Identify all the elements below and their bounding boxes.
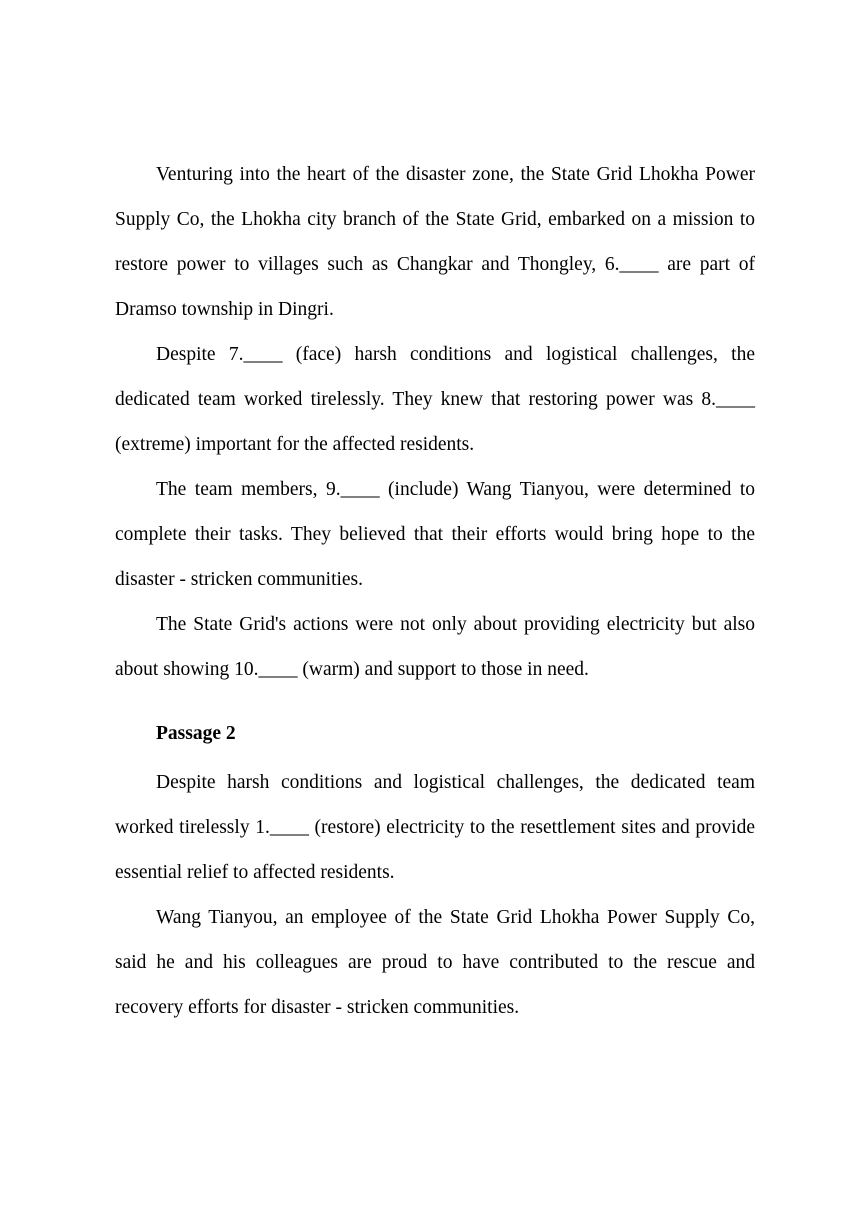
passage1-paragraph-3: The team members, 9.____ (include) Wang Tianyou, were determined to complete their tasks. They believed that their efforts would bring hope to the disaster - stricken communities. [115, 479, 755, 590]
passage2-paragraph-1: Despite harsh conditions and logistical challenges, the dedicated team worked tirelessly 1.____ (restore) electricity to the resettlement sites and provide essential relief to affected residents. [115, 772, 755, 883]
passage2-paragraph-2: Wang Tianyou, an employee of the State Grid Lhokha Power Supply Co, said he and his colleagues are proud to have contributed to the rescue and recovery efforts for disaster - stricken communities. [115, 907, 755, 1018]
passage2-heading: Passage 2 [156, 723, 236, 744]
passage1-paragraph-4: The State Grid's actions were not only about providing electricity but also about showing 10.____ (warm) and support to those in need. [115, 614, 755, 680]
passage1-paragraph-1: Venturing into the heart of the disaster zone, the State Grid Lhokha Power Supply Co, the Lhokha city branch of the State Grid, embarked on a mission to restore power to villages such as Changkar and Thongley, 6.____ are part of Dramso township in Dingri. [115, 164, 755, 320]
document-body [115, 152, 755, 1030]
passage1-paragraph-2: Despite 7.____ (face) harsh conditions and logistical challenges, the dedicated team worked tirelessly. They knew that restoring power was 8.____ (extreme) important for the affected residents. [115, 344, 755, 455]
